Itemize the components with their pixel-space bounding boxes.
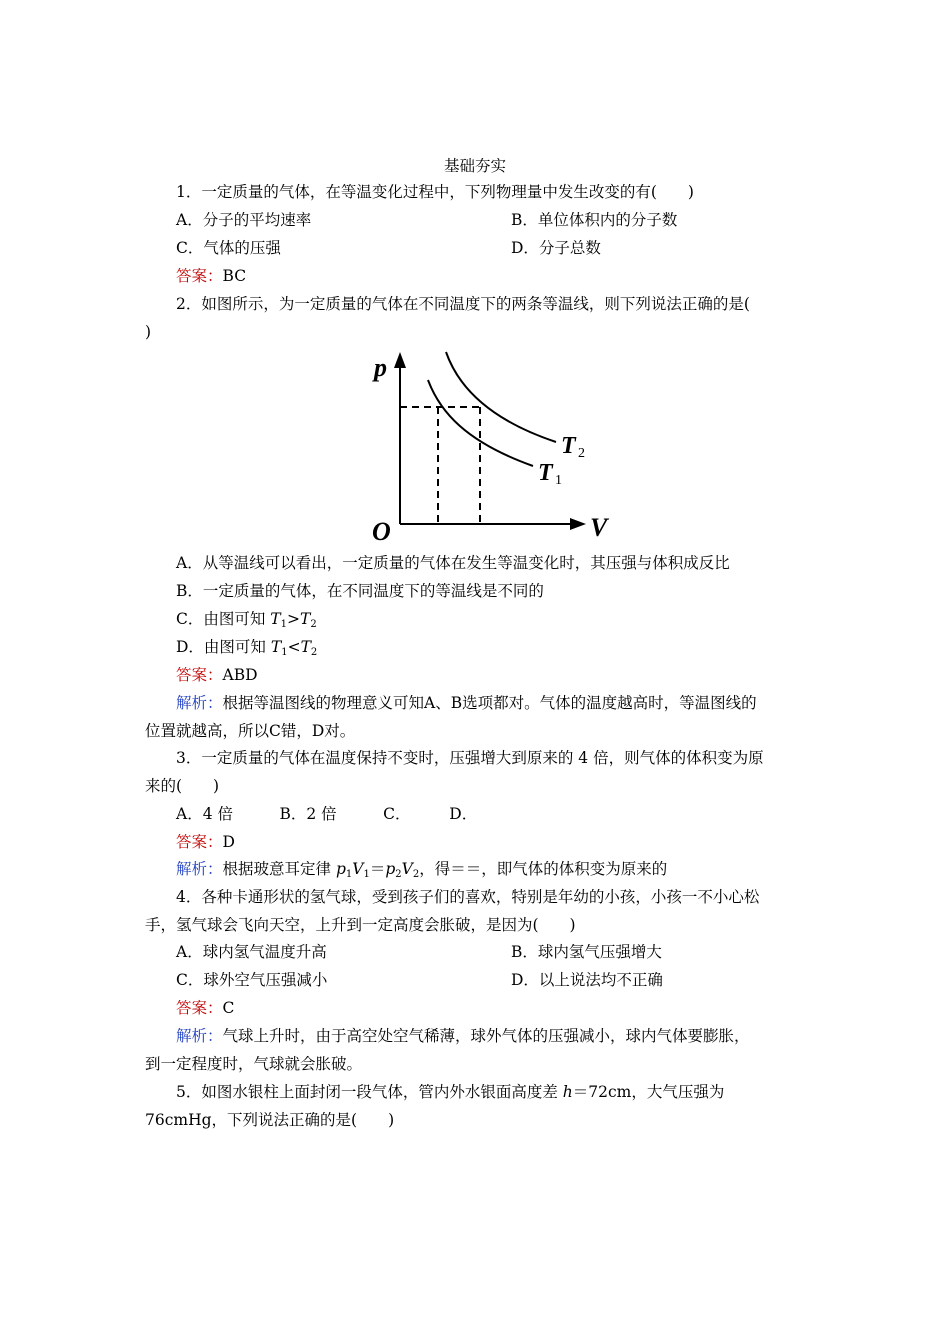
q3-stem-line2: 来的( ) <box>145 777 220 795</box>
answer-label: 答案： <box>176 666 223 684</box>
q4-option-d: D．以上说法均不正确 <box>511 971 663 989</box>
answer-value: ABD <box>222 666 258 684</box>
q4-option-b: B．球内氢气压强增大 <box>511 943 662 961</box>
q5-stem-line2: 76cmHg，下列说法正确的是( ) <box>145 1111 395 1129</box>
q2-option-a: A．从等温线可以看出，一定质量的气体在发生等温变化时，其压强与体积成反比 <box>176 554 730 572</box>
answer-label: 答案： <box>176 267 223 285</box>
q3-answer <box>176 831 235 853</box>
q4-answer <box>176 997 234 1019</box>
q4-analysis-line1 <box>176 1025 750 1047</box>
analysis-label: 解析： <box>176 1027 223 1045</box>
analysis-label: 解析： <box>176 860 223 878</box>
section-title: 基础夯实 <box>443 157 506 175</box>
curve-t1-subscript: 1 <box>555 473 562 488</box>
subscript: 1 <box>363 869 370 880</box>
answer-label: 答案： <box>176 833 223 851</box>
operator: > <box>287 610 301 628</box>
operator: < <box>287 638 301 656</box>
subscript: 1 <box>280 619 288 630</box>
origin-label: O <box>372 517 391 545</box>
symbol-t: T <box>270 638 282 656</box>
answer-value: D <box>222 833 235 851</box>
symbol-p: p <box>335 860 346 878</box>
symbol-p: p <box>385 860 396 878</box>
q2-answer <box>176 664 258 686</box>
option-prefix: D．由图可知 <box>176 638 271 656</box>
analysis-text: 根据等温图线的物理意义可知A、B选项都对。气体的温度越高时，等温图线的 <box>222 694 757 712</box>
symbol-t: T <box>270 610 281 628</box>
q3-stem-line1: 3．一定质量的气体在温度保持不变时，压强增大到原来的 4 倍，则气体的体积变为原 <box>176 749 764 767</box>
answer-label: 答案： <box>176 999 223 1017</box>
symbol-v: V <box>401 860 413 878</box>
analysis-text: ，得＝＝，即气体的体积变为原来的 <box>419 860 668 878</box>
q2-analysis-line1 <box>176 692 757 714</box>
isotherm-diagram <box>368 350 618 545</box>
subscript: 2 <box>412 869 420 880</box>
q5-stem-line1 <box>176 1081 724 1103</box>
q1-option-b: B．单位体积内的分子数 <box>511 211 678 229</box>
q4-stem-line2: 手，氢气球会飞向天空，上升到一定高度会胀破，是因为( ) <box>145 916 576 934</box>
symbol-h: h <box>562 1083 573 1101</box>
q3-options: A．4 倍 B．2 倍 C． D． <box>176 805 478 823</box>
q2-analysis-line2: 位置就越高，所以C错，D对。 <box>145 722 356 740</box>
subscript: 1 <box>281 647 288 658</box>
curve-t1-label: T <box>538 460 553 486</box>
subscript: 2 <box>310 619 317 630</box>
curve-t2-subscript: 2 <box>578 446 585 461</box>
x-axis-arrow <box>570 518 586 530</box>
q4-option-a: A．球内氢气温度升高 <box>176 943 327 961</box>
stem-text: ＝72cm，大气压强为 <box>572 1083 725 1101</box>
q2-stem-line2: ) <box>145 323 152 341</box>
q4-analysis-line2: 到一定程度时，气球就会胀破。 <box>145 1055 363 1073</box>
q1-option-a: A．分子的平均速率 <box>176 211 312 229</box>
q4-option-c: C．球外空气压强减小 <box>176 971 328 989</box>
option-prefix: C．由图可知 <box>176 610 271 628</box>
answer-value: C <box>222 999 235 1017</box>
q1-option-d: D．分子总数 <box>511 239 601 257</box>
q2-stem-line1: 2．如图所示，为一定质量的气体在不同温度下的两条等温线，则下列说法正确的是( <box>176 295 750 313</box>
answer-value: BC <box>222 267 247 285</box>
analysis-label: 解析： <box>176 694 223 712</box>
symbol-v: V <box>352 860 364 878</box>
q2-option-c <box>176 608 317 636</box>
q1-option-c: C．气体的压强 <box>176 239 281 257</box>
y-axis-label: p <box>374 353 387 382</box>
symbol-t: T <box>300 638 311 656</box>
q1-answer <box>176 265 246 287</box>
symbol-t: T <box>300 610 311 628</box>
q2-option-d <box>176 636 317 664</box>
q4-stem-line1: 4．各种卡通形状的氢气球，受到孩子们的喜欢，特别是年幼的小孩，小孩一不小心松 <box>176 888 760 906</box>
equals-sign: ＝ <box>369 860 386 878</box>
y-axis-arrow <box>394 352 406 368</box>
q1-stem: 1．一定质量的气体，在等温变化过程中，下列物理量中发生改变的有( ) <box>176 183 694 201</box>
q2-option-b: B．一定质量的气体，在不同温度下的等温线是不同的 <box>176 582 544 600</box>
subscript: 1 <box>345 869 353 880</box>
subscript: 2 <box>310 647 318 658</box>
analysis-text: 气球上升时，由于高空处空气稀薄，球外气体的压强减小，球内气体要膨胀， <box>222 1027 750 1045</box>
stem-text: 5．如图水银柱上面封闭一段气体，管内外水银面高度差 <box>176 1083 563 1101</box>
curve-t2-label: T <box>561 433 576 459</box>
subscript: 2 <box>395 869 402 880</box>
x-axis-label: V <box>590 513 608 542</box>
q3-analysis <box>176 858 667 886</box>
analysis-text: 根据玻意耳定律 <box>222 860 336 878</box>
